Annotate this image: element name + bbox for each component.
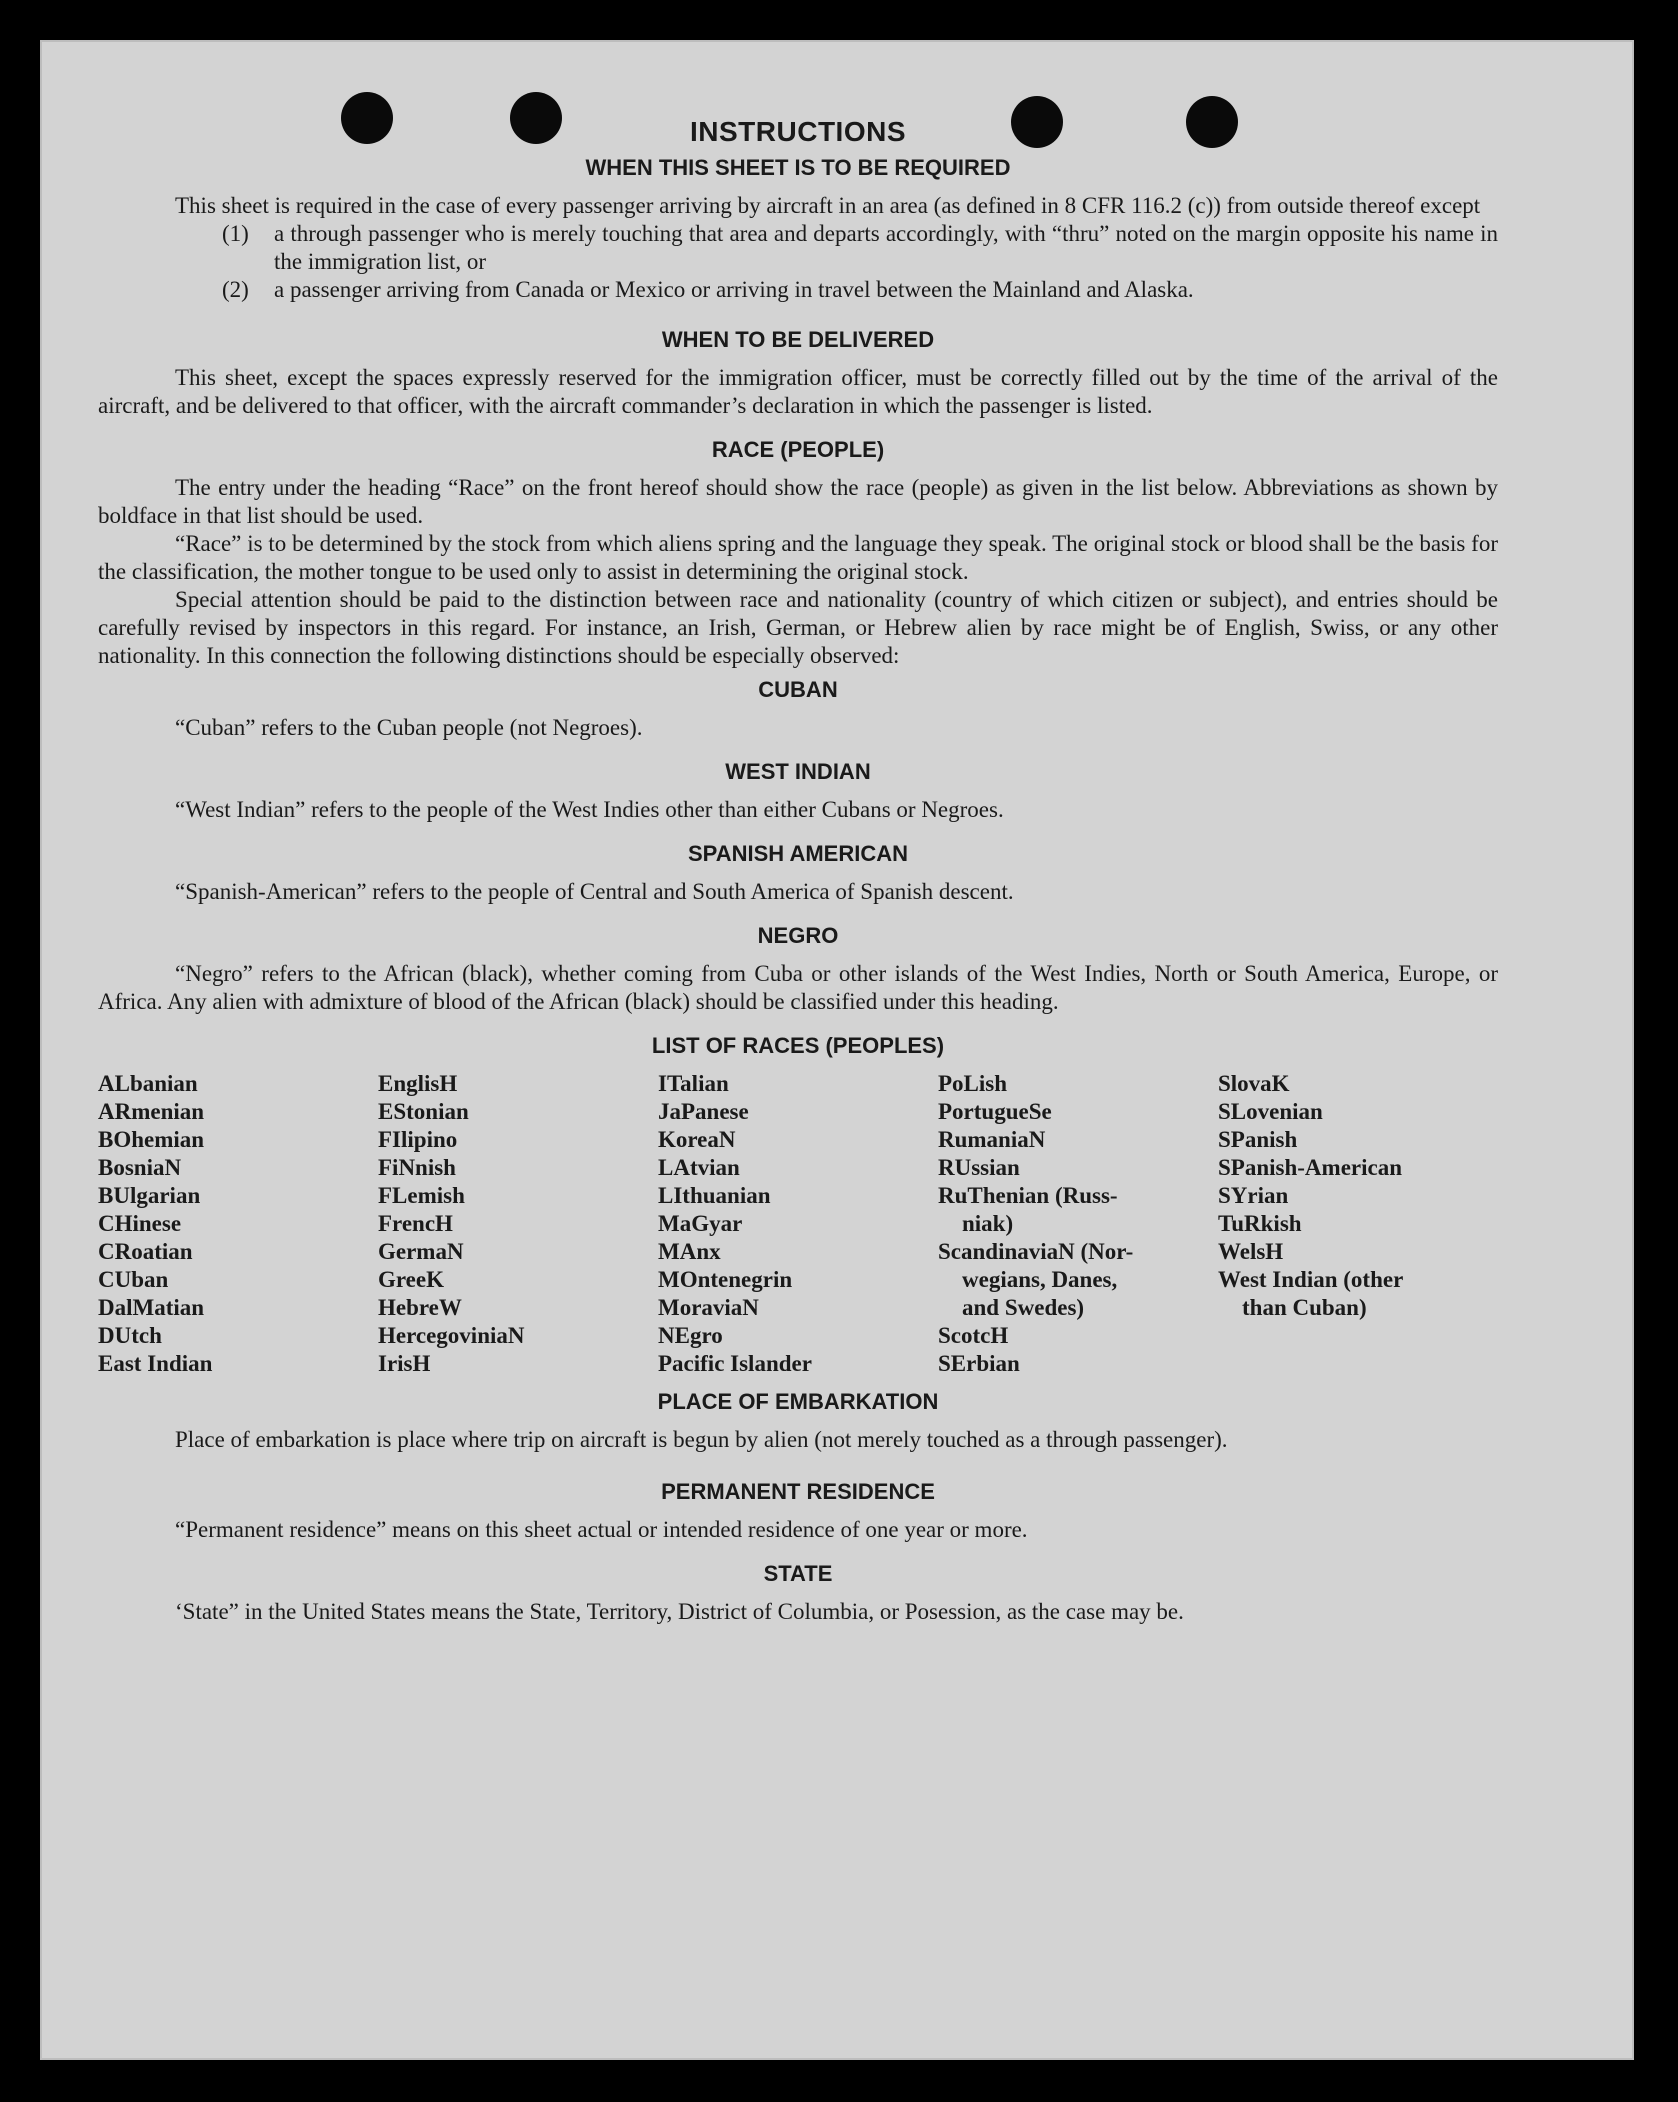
race-item: FLemish: [378, 1183, 465, 1208]
list-number: (1): [222, 221, 249, 246]
race-item: ITalian: [658, 1071, 729, 1096]
negro-text: “Negro” refers to the African (black), whether coming from Cuba or other islands of the West Indies, North or South America, Europe, or Africa. Any alien with admixture of blood of the African (black) should be classified under this heading.: [98, 961, 1498, 1014]
race-item: than Cuban): [1242, 1295, 1367, 1320]
required-lead: This sheet is required in the case of every passenger arriving by aircraft in an area (as defined in 8 CFR 116.2 (c)) from outside thereof except: [175, 193, 1481, 218]
spanish-american-text: “Spanish-American” refers to the people of Central and South America of Spanish descent.: [175, 879, 1014, 904]
race-item: DalMatian: [98, 1295, 205, 1320]
race-item: JaPanese: [658, 1099, 749, 1124]
list-item: [98, 276, 1498, 304]
race-item: LAtvian: [658, 1155, 740, 1180]
race-item: DUtch: [98, 1323, 162, 1348]
race-item: TuRkish: [1218, 1211, 1302, 1236]
race-paragraph: Special attention should be paid to the distinction between race and nationality (country of which citizen or subject), and entries should be carefully revised by inspectors in this regard. For instance, an Irish, German, or Hebrew alien by race might be of English, Swiss, or any other nationality. In this connection the following distinctions should be especially observed:: [98, 587, 1498, 668]
state-text: ‘State” in the United States means the State, Territory, District of Columbia, or Posession, as the case may be.: [175, 1599, 1184, 1624]
race-item: HebreW: [378, 1295, 462, 1320]
race-item: ScotcH: [938, 1323, 1009, 1348]
race-item: RUssian: [938, 1155, 1020, 1180]
race-item: West Indian (other: [1218, 1267, 1404, 1292]
race-item: and Swedes): [962, 1295, 1085, 1320]
heading-negro: NEGRO: [757, 923, 839, 948]
embarkation-text: Place of embarkation is place where trip on aircraft is begun by alien (not merely touched as a through passenger).: [175, 1427, 1228, 1452]
delivered-text: This sheet, except the spaces expressly reserved for the immigration officer, must be correctly filled out by the time of the arrival of the aircraft, and be delivered to that officer, with the aircraft commander’s declaration in which the passenger is listed.: [98, 365, 1498, 418]
race-item: niak): [962, 1211, 1014, 1236]
race-item: SErbian: [938, 1351, 1020, 1376]
races-column: [938, 1070, 1218, 1378]
race-item: GreeK: [378, 1267, 444, 1292]
heading-permanent-residence: PERMANENT RESIDENCE: [661, 1479, 935, 1504]
race-item: ALbanian: [98, 1071, 198, 1096]
residence-text: “Permanent residence” means on this sheet actual or intended residence of one year or more.: [175, 1517, 1028, 1542]
races-column: [378, 1070, 658, 1378]
race-item: FiNnish: [378, 1155, 456, 1180]
race-item: BosniaN: [98, 1155, 182, 1180]
heading-race: RACE (PEOPLE): [711, 437, 885, 462]
race-item: SLovenian: [1218, 1099, 1323, 1124]
instructions-content: [98, 118, 1498, 1626]
race-item: MOntenegrin: [658, 1267, 793, 1292]
race-item: CUban: [98, 1267, 169, 1292]
race-item: CRoatian: [98, 1239, 193, 1264]
race-item: PoLish: [938, 1071, 1008, 1096]
race-item: BOhemian: [98, 1127, 205, 1152]
race-item: EStonian: [378, 1099, 469, 1124]
race-item: LIthuanian: [658, 1183, 771, 1208]
page-title: INSTRUCTIONS: [690, 116, 906, 147]
races-column: [1218, 1070, 1498, 1378]
race-item: EnglisH: [378, 1071, 458, 1096]
race-item: East Indian: [98, 1351, 213, 1376]
heading-when-delivered: WHEN TO BE DELIVERED: [661, 327, 935, 352]
race-item: NEgro: [658, 1323, 723, 1348]
race-paragraph: “Race” is to be determined by the stock from which aliens spring and the language they speak. The original stock or blood shall be the basis for the classification, the mother tongue to be used only to assist in determining the original stock.: [98, 531, 1498, 584]
race-item: ScandinaviaN (Nor-: [938, 1239, 1134, 1264]
race-item: ARmenian: [98, 1099, 205, 1124]
race-item: WelsH: [1218, 1239, 1284, 1264]
race-item: RuThenian (Russ-: [938, 1183, 1118, 1208]
cuban-text: “Cuban” refers to the Cuban people (not Negroes).: [175, 715, 643, 740]
heading-when-required: WHEN THIS SHEET IS TO BE REQUIRED: [585, 155, 1011, 180]
race-item: FrencH: [378, 1211, 453, 1236]
race-item: wegians, Danes,: [962, 1267, 1118, 1292]
race-item: MaGyar: [658, 1211, 743, 1236]
race-item: SPanish: [1218, 1127, 1298, 1152]
race-item: PortugueSe: [938, 1099, 1052, 1124]
races-list: [98, 1070, 1498, 1378]
race-item: MoraviaN: [658, 1295, 759, 1320]
race-item: HercegoviniaN: [378, 1323, 525, 1348]
race-item: FIlipino: [378, 1127, 458, 1152]
list-text: a passenger arriving from Canada or Mexico or arriving in travel between the Mainland and Alaska.: [274, 277, 1194, 302]
heading-spanish-american: SPANISH AMERICAN: [687, 841, 908, 866]
race-item: SYrian: [1218, 1183, 1289, 1208]
list-item: [98, 220, 1498, 276]
list-text: a through passenger who is merely touching that area and departs accordingly, with “thru” noted on the margin opposite his name in the immigration list, or: [274, 221, 1498, 274]
heading-list-of-races: LIST OF RACES (PEOPLES): [651, 1033, 945, 1058]
race-item: SPanish-American: [1218, 1155, 1402, 1180]
race-item: Pacific Islander: [658, 1351, 812, 1376]
heading-cuban: CUBAN: [758, 677, 838, 702]
heading-state: STATE: [763, 1561, 833, 1586]
race-item: SlovaK: [1218, 1071, 1290, 1096]
race-paragraph: The entry under the heading “Race” on the front hereof should show the race (people) as given in the list below. Abbreviations as shown by boldface in that list should be used.: [98, 475, 1498, 528]
heading-west-indian: WEST INDIAN: [725, 759, 871, 784]
race-item: MAnx: [658, 1239, 721, 1264]
race-item: BUlgarian: [98, 1183, 201, 1208]
race-item: KoreaN: [658, 1127, 736, 1152]
race-item: GermaN: [378, 1239, 464, 1264]
race-item: RumaniaN: [938, 1127, 1046, 1152]
races-column: [658, 1070, 938, 1378]
race-item: IrisH: [378, 1351, 431, 1376]
heading-place-of-embarkation: PLACE OF EMBARKATION: [657, 1389, 939, 1414]
race-item: CHinese: [98, 1211, 182, 1236]
races-column: [98, 1070, 378, 1378]
west-indian-text: “West Indian” refers to the people of the West Indies other than either Cubans or Negroes.: [175, 797, 1004, 822]
list-number: (2): [222, 277, 249, 302]
